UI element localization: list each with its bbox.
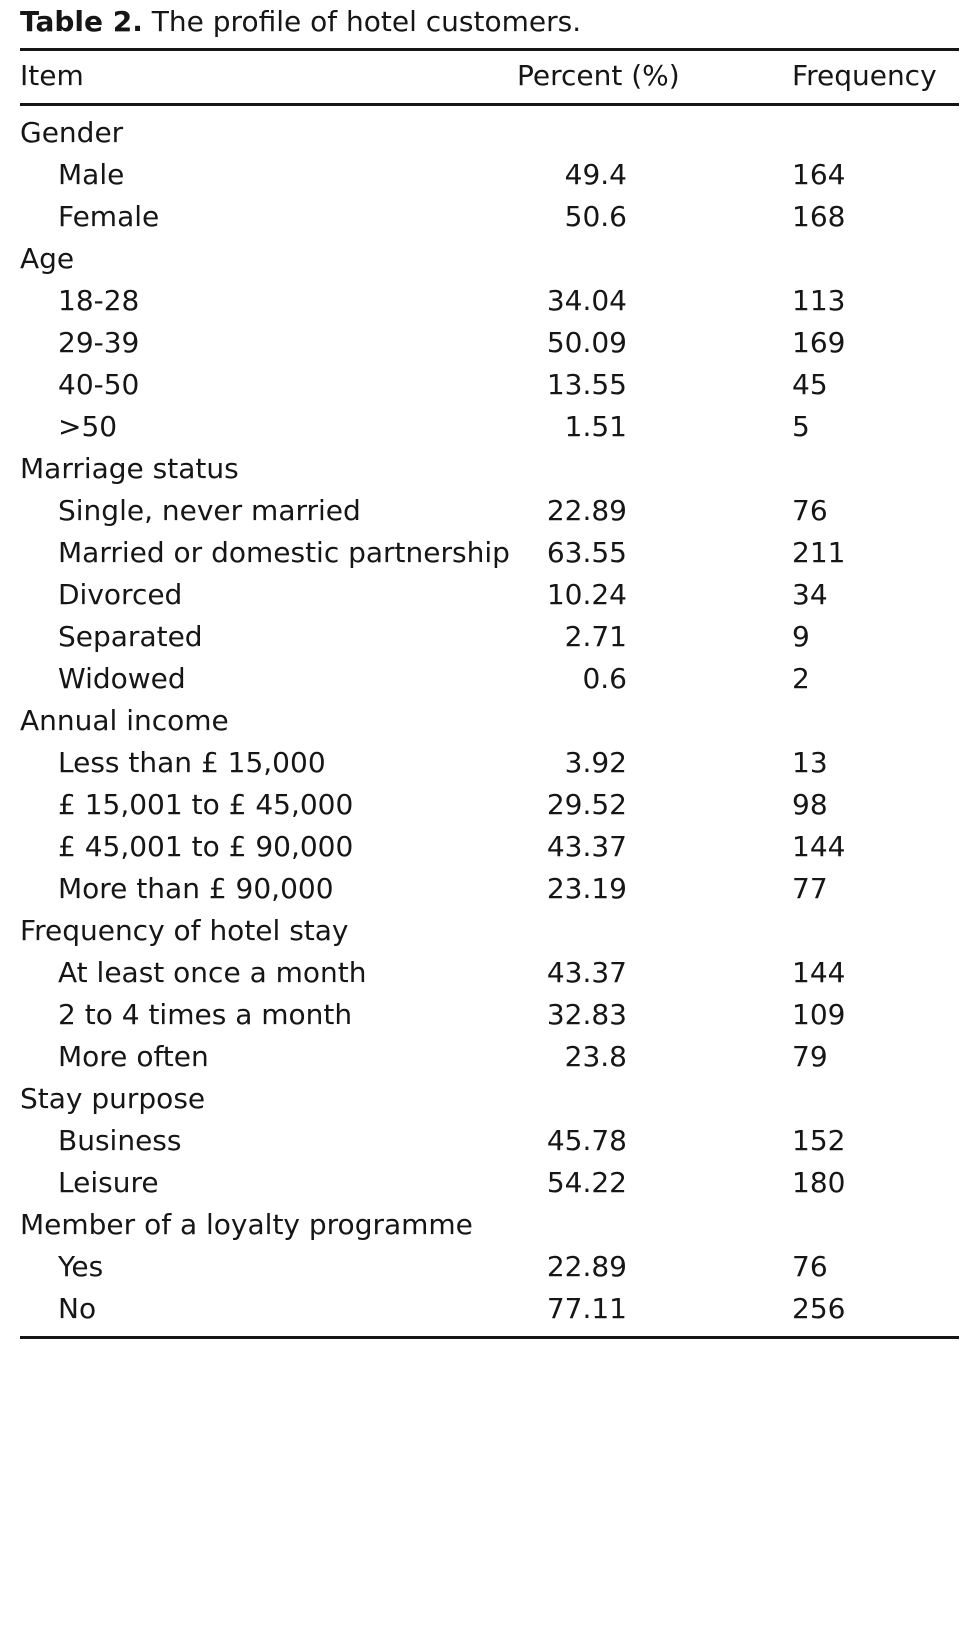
table-row: [20, 280, 959, 322]
row-frequency-value: [792, 238, 959, 280]
row-frequency-value: 211: [792, 536, 846, 569]
row-percent-value: 2.71: [564, 620, 627, 653]
row-percent-value: 1.51: [564, 410, 627, 443]
row-frequency-value: 5: [792, 410, 810, 443]
table-row: [20, 1288, 959, 1338]
row-item-label: >50: [58, 410, 118, 443]
column-header-frequency: Frequency: [792, 50, 959, 105]
row-frequency-value: 34: [792, 578, 828, 611]
row-frequency-value: [792, 910, 959, 952]
row-frequency-value: [792, 105, 959, 155]
table-row: [20, 742, 959, 784]
row-item-label: 40-50: [58, 368, 140, 401]
table-row: [20, 406, 959, 448]
table-container: [20, 0, 959, 1339]
table-row: [20, 364, 959, 406]
table-row: [20, 1078, 959, 1120]
row-frequency-value: 144: [792, 956, 846, 989]
row-percent-value: 29.52: [546, 788, 627, 821]
row-frequency-value: 152: [792, 1124, 846, 1157]
row-frequency-value: 2: [792, 662, 810, 695]
row-item-label: More than £ 90,000: [58, 872, 334, 905]
row-percent-value: 50.6: [564, 200, 627, 233]
profile-table: [20, 48, 959, 1339]
row-percent-value: 45.78: [546, 1124, 627, 1157]
row-item-label: Business: [58, 1124, 182, 1157]
row-frequency-value: 109: [792, 998, 846, 1031]
row-item-label: £ 15,001 to £ 45,000: [58, 788, 354, 821]
row-percent-value: 10.24: [546, 578, 627, 611]
row-percent-value: 34.04: [546, 284, 627, 317]
row-frequency-value: 77: [792, 872, 828, 905]
row-percent-value: 22.89: [546, 1250, 627, 1283]
row-percent-value: [517, 1204, 792, 1246]
row-item-label: Single, never married: [58, 494, 361, 527]
row-group-label: Gender: [20, 116, 124, 149]
row-frequency-value: 45: [792, 368, 828, 401]
row-frequency-value: [792, 1078, 959, 1120]
row-percent-value: 23.19: [546, 872, 627, 905]
column-header-percent: Percent (%): [517, 50, 792, 105]
row-item-label: No: [20, 1288, 517, 1338]
row-item-label: £ 45,001 to £ 90,000: [58, 830, 354, 863]
table-row: [20, 238, 959, 280]
row-frequency-value: 9: [792, 620, 810, 653]
row-item-label: Male: [58, 158, 125, 191]
table-row: [20, 490, 959, 532]
row-percent-value: [517, 448, 792, 490]
row-item-label: Widowed: [58, 662, 186, 695]
row-item-label: Less than £ 15,000: [58, 746, 326, 779]
table-row: [20, 910, 959, 952]
row-percent-value: 43.37: [546, 956, 627, 989]
row-frequency-value: [792, 700, 959, 742]
table-row: [20, 1162, 959, 1204]
row-percent-value: 77.11: [517, 1288, 792, 1338]
table-caption-text: The profile of hotel customers.: [151, 5, 582, 38]
column-header-item: Item: [20, 50, 517, 105]
row-frequency-value: 13: [792, 746, 828, 779]
row-frequency-value: 79: [792, 1040, 828, 1073]
row-group-label: Member of a loyalty programme: [20, 1208, 473, 1241]
row-percent-value: 13.55: [546, 368, 627, 401]
table-row: [20, 322, 959, 364]
table-caption: [20, 4, 959, 48]
table-row: [20, 105, 959, 155]
table-row: [20, 952, 959, 994]
table-caption-label: Table 2.: [20, 5, 143, 38]
table-row: [20, 658, 959, 700]
row-percent-value: 50.09: [546, 326, 627, 359]
row-percent-value: 32.83: [546, 998, 627, 1031]
row-percent-value: 23.8: [564, 1040, 627, 1073]
row-percent-value: [517, 910, 792, 952]
row-percent-value: 63.55: [546, 536, 627, 569]
header-row: [20, 50, 959, 105]
row-frequency-value: 164: [792, 158, 846, 191]
row-percent-value: 54.22: [546, 1166, 627, 1199]
row-percent-value: [517, 1078, 792, 1120]
table-row: [20, 154, 959, 196]
table-row: [20, 1036, 959, 1078]
table-body: [20, 105, 959, 1338]
table-row: [20, 784, 959, 826]
table-row: [20, 532, 959, 574]
row-frequency-value: 76: [792, 494, 828, 527]
row-percent-value: [517, 700, 792, 742]
row-item-label: 2 to 4 times a month: [58, 998, 353, 1031]
table-row: [20, 1246, 959, 1288]
row-item-label: Leisure: [58, 1166, 159, 1199]
row-item-label: More often: [58, 1040, 209, 1073]
row-item-label: 29-39: [58, 326, 140, 359]
row-frequency-value: 76: [792, 1250, 828, 1283]
row-item-label: Yes: [58, 1250, 104, 1283]
row-frequency-value: 180: [792, 1166, 846, 1199]
table-row: [20, 196, 959, 238]
table-row: [20, 574, 959, 616]
row-item-label: Divorced: [58, 578, 183, 611]
row-percent-value: [517, 238, 792, 280]
row-percent-value: 43.37: [546, 830, 627, 863]
row-frequency-value: 98: [792, 788, 828, 821]
table-row: [20, 826, 959, 868]
row-item-label: At least once a month: [58, 956, 367, 989]
table-header: [20, 50, 959, 105]
row-frequency-value: 113: [792, 284, 846, 317]
row-group-label: Annual income: [20, 704, 229, 737]
row-percent-value: 22.89: [546, 494, 627, 527]
table-row: [20, 616, 959, 658]
table-row: [20, 1120, 959, 1162]
row-item-label: 18-28: [58, 284, 140, 317]
table-row: [20, 994, 959, 1036]
row-item-label: Married or domestic partnership: [58, 536, 510, 569]
row-item-label: Female: [58, 200, 160, 233]
row-group-label: Marriage status: [20, 452, 239, 485]
row-frequency-value: [792, 448, 959, 490]
row-frequency-value: 256: [792, 1288, 959, 1338]
row-frequency-value: 169: [792, 326, 846, 359]
table-row: [20, 448, 959, 490]
table-row: [20, 868, 959, 910]
row-percent-value: 49.4: [564, 158, 627, 191]
row-frequency-value: 168: [792, 200, 846, 233]
row-percent-value: 3.92: [564, 746, 627, 779]
row-group-label: Frequency of hotel stay: [20, 914, 349, 947]
row-frequency-value: 144: [792, 830, 846, 863]
row-percent-value: 0.6: [582, 662, 627, 695]
row-group-label: Age: [20, 242, 75, 275]
row-item-label: Separated: [58, 620, 203, 653]
row-frequency-value: [792, 1204, 959, 1246]
table-row: [20, 700, 959, 742]
row-percent-value: [517, 105, 792, 155]
table-row: [20, 1204, 959, 1246]
row-group-label: Stay purpose: [20, 1082, 206, 1115]
